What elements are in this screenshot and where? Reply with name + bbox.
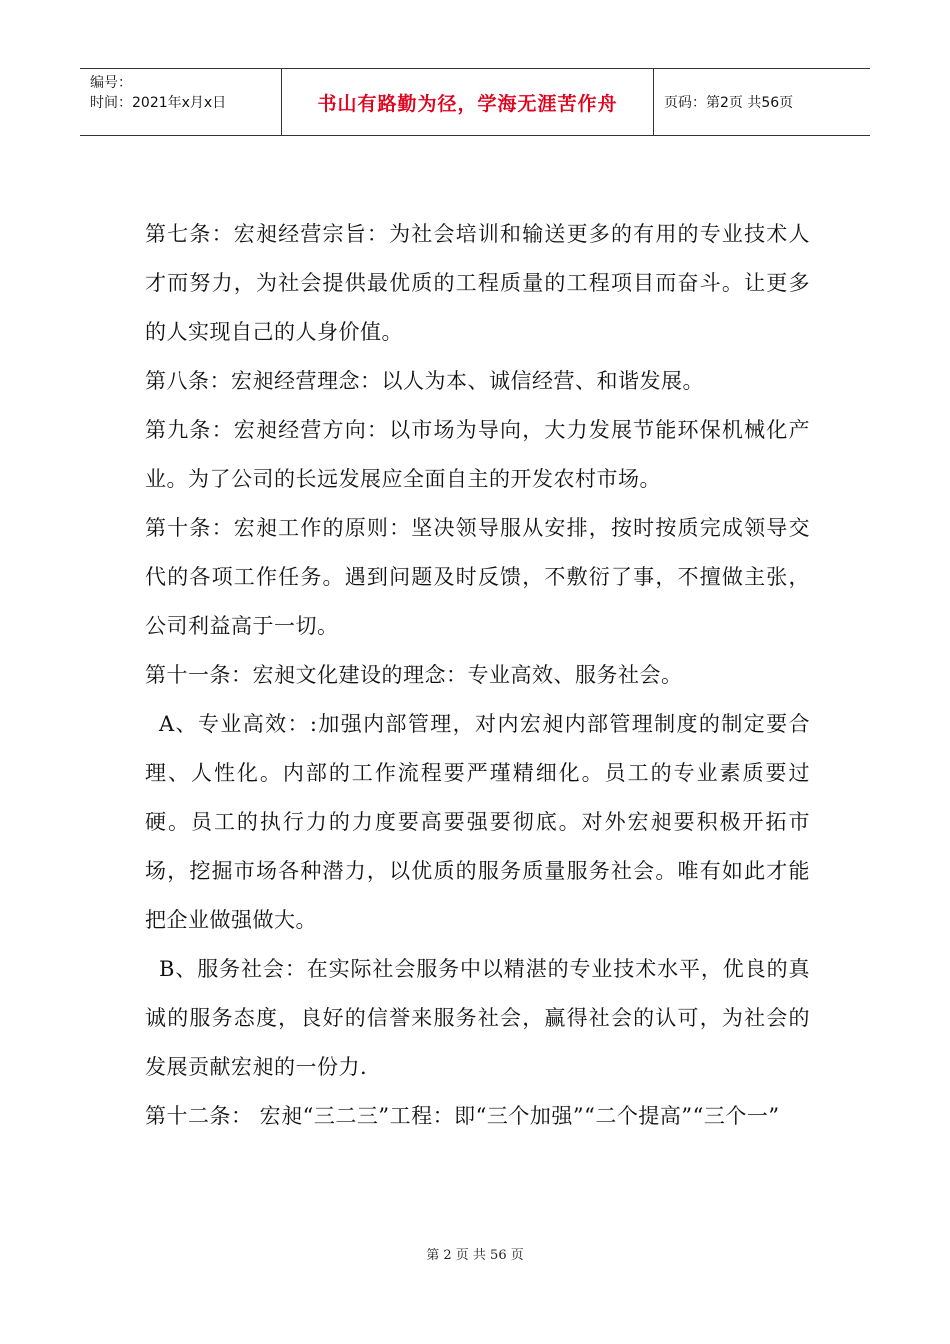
article-7: 第七条：宏昶经营宗旨：为社会培训和输送更多的有用的专业技术人才而努力，为社会提供最优质的工程质量的工程项目而奋斗。让更多的人实现自己的人身价值。 bbox=[145, 222, 810, 344]
article-12: 第十二条： 宏昶“三二三”工程：即“三个加强”“二个提高”“三个一” bbox=[145, 1104, 780, 1128]
page-footer: 第 2 页 共 56 页 bbox=[426, 1248, 524, 1263]
article-10: 第十条：宏昶工作的原则：坚决领导服从安排，按时按质完成领导交代的各项工作任务。遇到问题及时反馈，不敷衍了事，不擅做主张，公司利益高于一切。 bbox=[145, 516, 810, 638]
article-11-item-b: B、服务社会：在实际社会服务中以精湛的专业技术水平，优良的真诚的服务态度，良好的信誉来服务社会，赢得社会的认可，为社会的发展贡献宏昶的一份力. bbox=[145, 957, 810, 1079]
document-body bbox=[145, 210, 810, 1141]
header-motto: 书山有路勤为径，学海无涯苦作舟 bbox=[282, 69, 654, 135]
article-9: 第九条：宏昶经营方向：以市场为导向，大力发展节能环保机械化产业。为了公司的长远发展应全面自主的开发农村市场。 bbox=[145, 418, 810, 491]
serial-number-label: 编号： bbox=[90, 75, 132, 91]
article-8: 第八条：宏昶经营理念：以人为本、诚信经营、和谐发展。 bbox=[145, 369, 704, 393]
header-meta-cell bbox=[80, 69, 282, 135]
article-11-item-a: A、专业高效：:加强内部管理，对内宏昶内部管理制度的制定要合理、人性化。内部的工作流程要严瑾精细化。员工的专业素质要过硬。员工的执行力的力度要高要强要彻底。对外宏昶要积极开拓市场，挖掘市场各种潜力，以优质的服务质量服务社会。唯有如此才能把企业做强做大。 bbox=[145, 712, 810, 932]
page-header bbox=[80, 68, 870, 136]
article-11: 第十一条：宏昶文化建设的理念：专业高效、服务社会。 bbox=[145, 663, 683, 687]
date-label: 时间：2021年x月x日 bbox=[90, 95, 227, 111]
header-page-info: 页码：第2页 共56页 bbox=[664, 95, 794, 111]
